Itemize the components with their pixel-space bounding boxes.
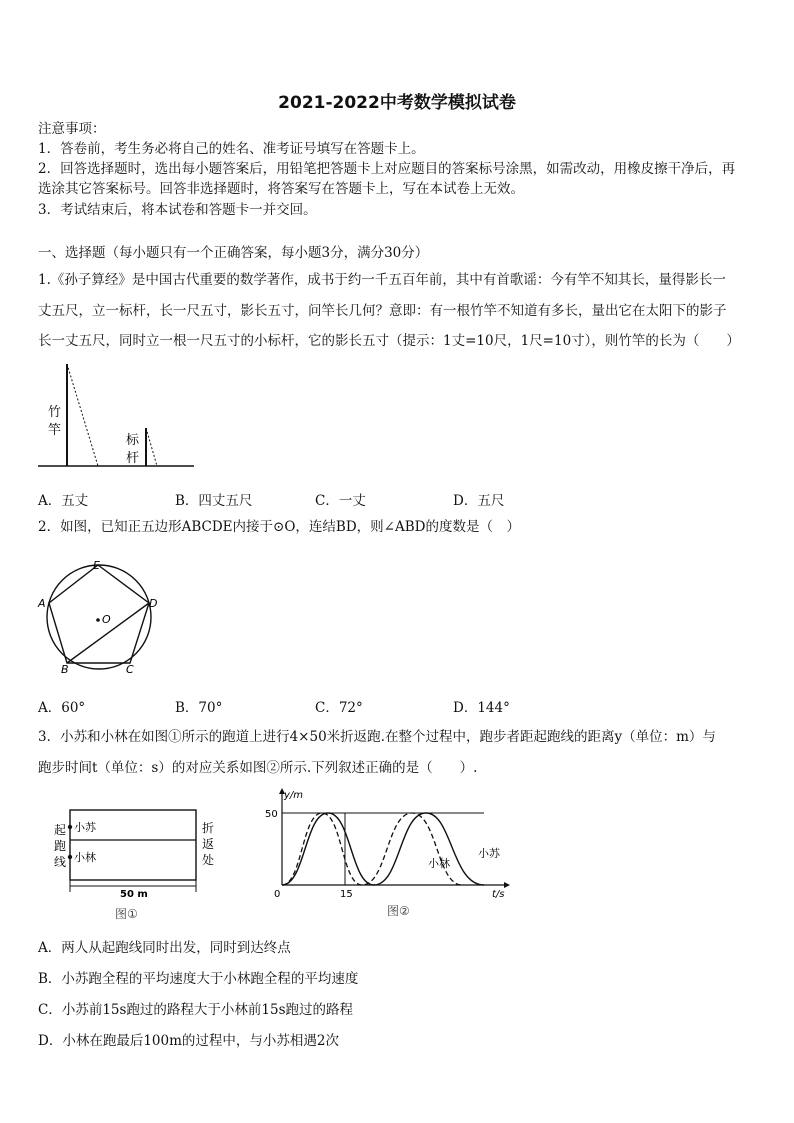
label-c: C <box>126 663 134 675</box>
figure-2-caption: 图② <box>387 904 410 918</box>
q2-option-d[interactable]: D．144° <box>453 700 510 716</box>
note-line-4: 3．考试结束后，将本试卷和答题卡一并交回。 <box>38 202 317 218</box>
page-title: 2021-2022中考数学模拟试卷 <box>278 93 516 113</box>
notes-heading: 注意事项： <box>38 121 106 137</box>
q3-line-2: 跑步时间t（单位：s）的对应关系如图②所示.下列叙述正确的是（ ）. <box>38 760 478 776</box>
q1-option-b[interactable]: B．四丈五尺 <box>175 493 253 509</box>
turn-label-2: 返 <box>202 837 215 851</box>
label-b: B <box>61 663 69 675</box>
pole-shadow-ray <box>67 364 98 466</box>
y-axis-label: y/m <box>284 790 304 801</box>
stick-label-2: 杆 <box>126 451 140 466</box>
q3-option-d[interactable]: D．小林在跑最后100m的过程中，与小苏相遇2次 <box>38 1033 339 1049</box>
q3-line-1: 3．小苏和小林在如图①所示的跑道上进行4×50米折返跑.在整个过程中，跑步者距起跑线的距离y（单位：m）与 <box>38 729 716 745</box>
turn-label-1: 折 <box>202 821 215 835</box>
q2-figure <box>36 557 166 675</box>
runner-1-dot <box>68 825 72 829</box>
q2-option-b[interactable]: B．70° <box>175 700 223 716</box>
pole-label-2: 竿 <box>48 423 62 438</box>
label-a: A <box>38 597 46 610</box>
x-axis-label: t/s <box>492 889 505 900</box>
segment-bd <box>67 603 149 663</box>
q1-option-d[interactable]: D．五尺 <box>453 493 505 509</box>
y-tick-50: 50 <box>265 809 278 820</box>
label-e: E <box>93 559 100 572</box>
note-line-2: 2．回答选择题时，选出每小题答案后，用铅笔把答题卡上对应题目的答案标号涂黑，如需改动，用橡皮擦干净后，再 <box>38 161 736 177</box>
series-xiaolin <box>282 813 462 885</box>
q1-figure <box>36 360 206 472</box>
q1-line-3: 长一丈五尺，同时立一根一尺五寸的小标杆，它的影长五寸（提示：1丈=10尺，1尺=10寸），则竹竿的长为（ ） <box>38 333 740 349</box>
q3-option-b[interactable]: B．小苏跑全程的平均速度大于小林跑全程的平均速度 <box>38 971 359 987</box>
q3-option-c[interactable]: C．小苏前15s跑过的路程大于小林前15s跑过的路程 <box>38 1002 354 1018</box>
note-line-3: 选涂其它答案标号。回答非选择题时，将答案写在答题卡上，写在本试卷上无效。 <box>38 181 524 197</box>
start-label-2: 跑 <box>54 839 67 853</box>
q1-option-a[interactable]: A．五丈 <box>38 493 89 509</box>
x-tick-15: 15 <box>340 889 353 900</box>
circle-o <box>47 565 151 669</box>
q2-option-c[interactable]: C．72° <box>315 700 363 716</box>
label-d: D <box>149 597 158 610</box>
note-line-1: 1．答卷前，考生务必将自己的姓名、准考证号填写在答题卡上。 <box>38 141 425 157</box>
series-label-xiaosu: 小苏 <box>478 847 500 860</box>
runner-1-label: 小苏 <box>74 821 96 834</box>
length-label: 50 m <box>120 889 148 900</box>
series-xiaosu <box>282 813 484 885</box>
start-label-3: 线 <box>54 855 67 869</box>
q1-line-1: 1.《孙子算经》是中国古代重要的数学著作，成书于约一千五百年前，其中有首歌谣：今有竿不知其长，量得影长一 <box>38 272 726 288</box>
runner-2-label: 小林 <box>74 851 96 864</box>
figure-1-caption: 图① <box>115 907 138 921</box>
series-label-xiaolin: 小林 <box>428 857 450 870</box>
label-o: O <box>102 613 111 626</box>
q2-option-a[interactable]: A．60° <box>38 700 86 716</box>
q3-figure-2 <box>262 785 512 925</box>
section-heading: 一、选择题（每小题只有一个正确答案，每小题3分，满分30分） <box>38 245 429 261</box>
stick-shadow-ray <box>146 428 157 466</box>
center-point <box>96 618 100 622</box>
pole-label-1: 竹 <box>48 405 62 420</box>
x-tick-0: 0 <box>274 889 281 900</box>
q2-text: 2．如图，已知正五边形ABCDE内接于⊙O，连结BD，则∠ABD的度数是（ ） <box>38 519 520 535</box>
q3-option-a[interactable]: A．两人从起跑线同时出发，同时到达终点 <box>38 940 291 956</box>
runner-2-dot <box>68 855 72 859</box>
q1-option-c[interactable]: C．一丈 <box>315 493 366 509</box>
q3-figure-1 <box>40 800 230 925</box>
start-label-1: 起 <box>54 823 67 837</box>
turn-label-3: 处 <box>202 853 215 867</box>
q1-line-2: 丈五尺，立一标杆，长一尺五寸，影长五寸，问竿长几何？意即：有一根竹竿不知道有多长，量出它在太阳下的影子 <box>38 303 727 319</box>
stick-label-1: 标 <box>126 433 140 448</box>
